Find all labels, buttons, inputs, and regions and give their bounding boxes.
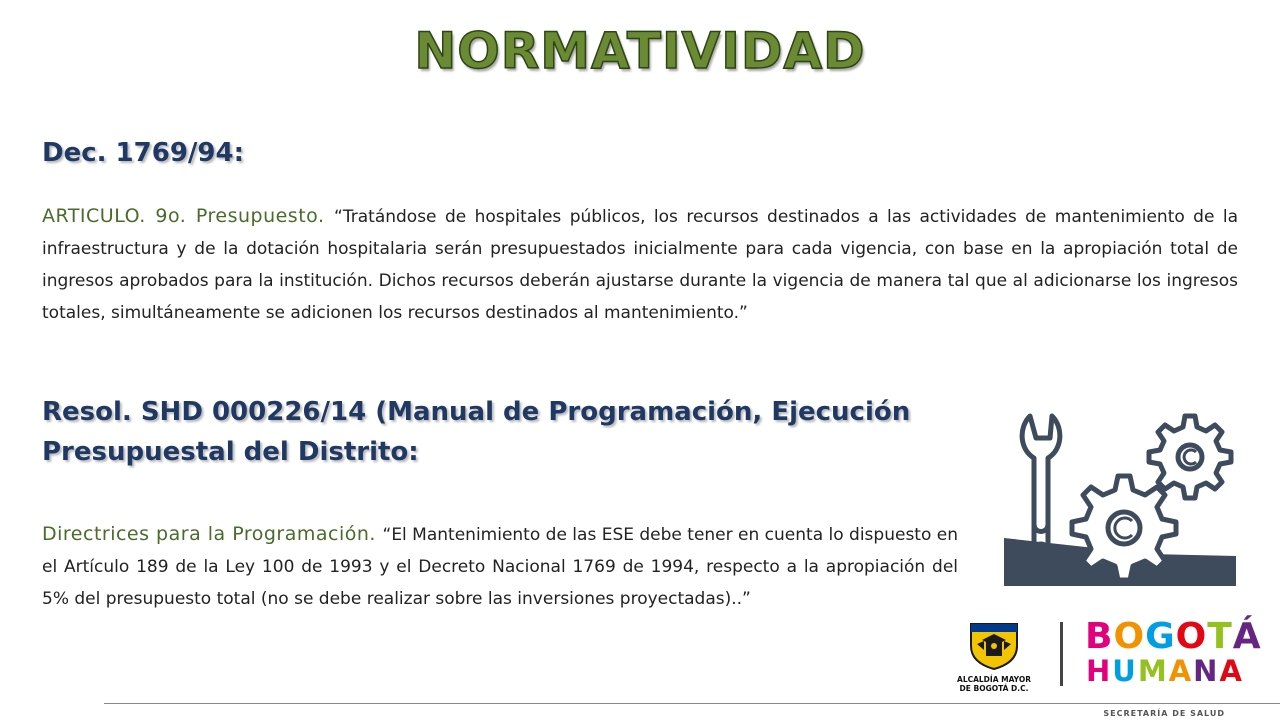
brand-letter: A [1219, 654, 1244, 688]
coat-of-arms-icon [967, 620, 1021, 670]
slide-title: NORMATIVIDAD [414, 22, 866, 80]
brand-letter: A [1168, 654, 1194, 688]
humana-logo-text [1086, 654, 1244, 688]
section2-lead: Directrices para la Programación. [42, 523, 383, 545]
alcaldia-line1: ALCALDÍA MAYOR [957, 675, 1031, 684]
footer-rule [104, 703, 1280, 704]
section2-text: El Mantenimiento de las ESE debe tener en cuenta lo dispuesto en el Artículo 189 de la Ley 100 de 1993 y el Decreto Nacional 1769 de 1994, respecto a la apropiación del 5% del presupuesto total (no se debe realizar sobre las inversiones proyectadas)..” [42, 525, 958, 609]
alcaldia-logo [944, 620, 1044, 692]
brand-letter: O [1175, 616, 1208, 657]
logo-divider [1060, 622, 1063, 686]
alcaldia-line2: DE BOGOTÁ D.C. [959, 684, 1029, 693]
wrench-gears-icon [1000, 404, 1236, 586]
brand-letter: Á [1232, 616, 1262, 657]
section1-heading: Dec. 1769/94: [42, 138, 244, 168]
brand-letter: T [1207, 616, 1233, 657]
section1-open-quote: “ [334, 207, 343, 227]
brand-letter: H [1086, 654, 1113, 688]
section1-paragraph [42, 200, 1238, 329]
brand-letter: U [1112, 654, 1138, 688]
brand-letter: B [1085, 616, 1114, 657]
brand-letter: O [1113, 616, 1146, 657]
section2-open-quote: “ [382, 525, 392, 545]
section2-heading: Resol. SHD 000226/14 (Manual de Programación, Ejecución Presupuestal del Distrito: [42, 397, 911, 467]
section1-text: Tratándose de hospitales públicos, los recursos destinados a las actividades de mantenimiento de la infraestructura y de la dotación hospitalaria serán presupuestados inicialmente para cada vigencia, con base en la apropiación total de ingresos aprobados para la institución. Dichos recursos deberán ajustarse durante la vigencia de manera tal que al adicionarse los ingresos totales, simultáneamente se adicionen los recursos destinados al mantenimiento.” [42, 207, 1238, 323]
brand-letter: G [1145, 616, 1176, 657]
section1-lead: ARTICULO. 9o. Presupuesto. [42, 205, 335, 227]
brand-letter: M [1137, 654, 1169, 688]
bogota-logo-text [1085, 618, 1262, 656]
section2-paragraph [42, 518, 958, 615]
brand-letter: N [1193, 654, 1220, 688]
footer-label: SECRETARÍA DE SALUD [1103, 709, 1225, 718]
